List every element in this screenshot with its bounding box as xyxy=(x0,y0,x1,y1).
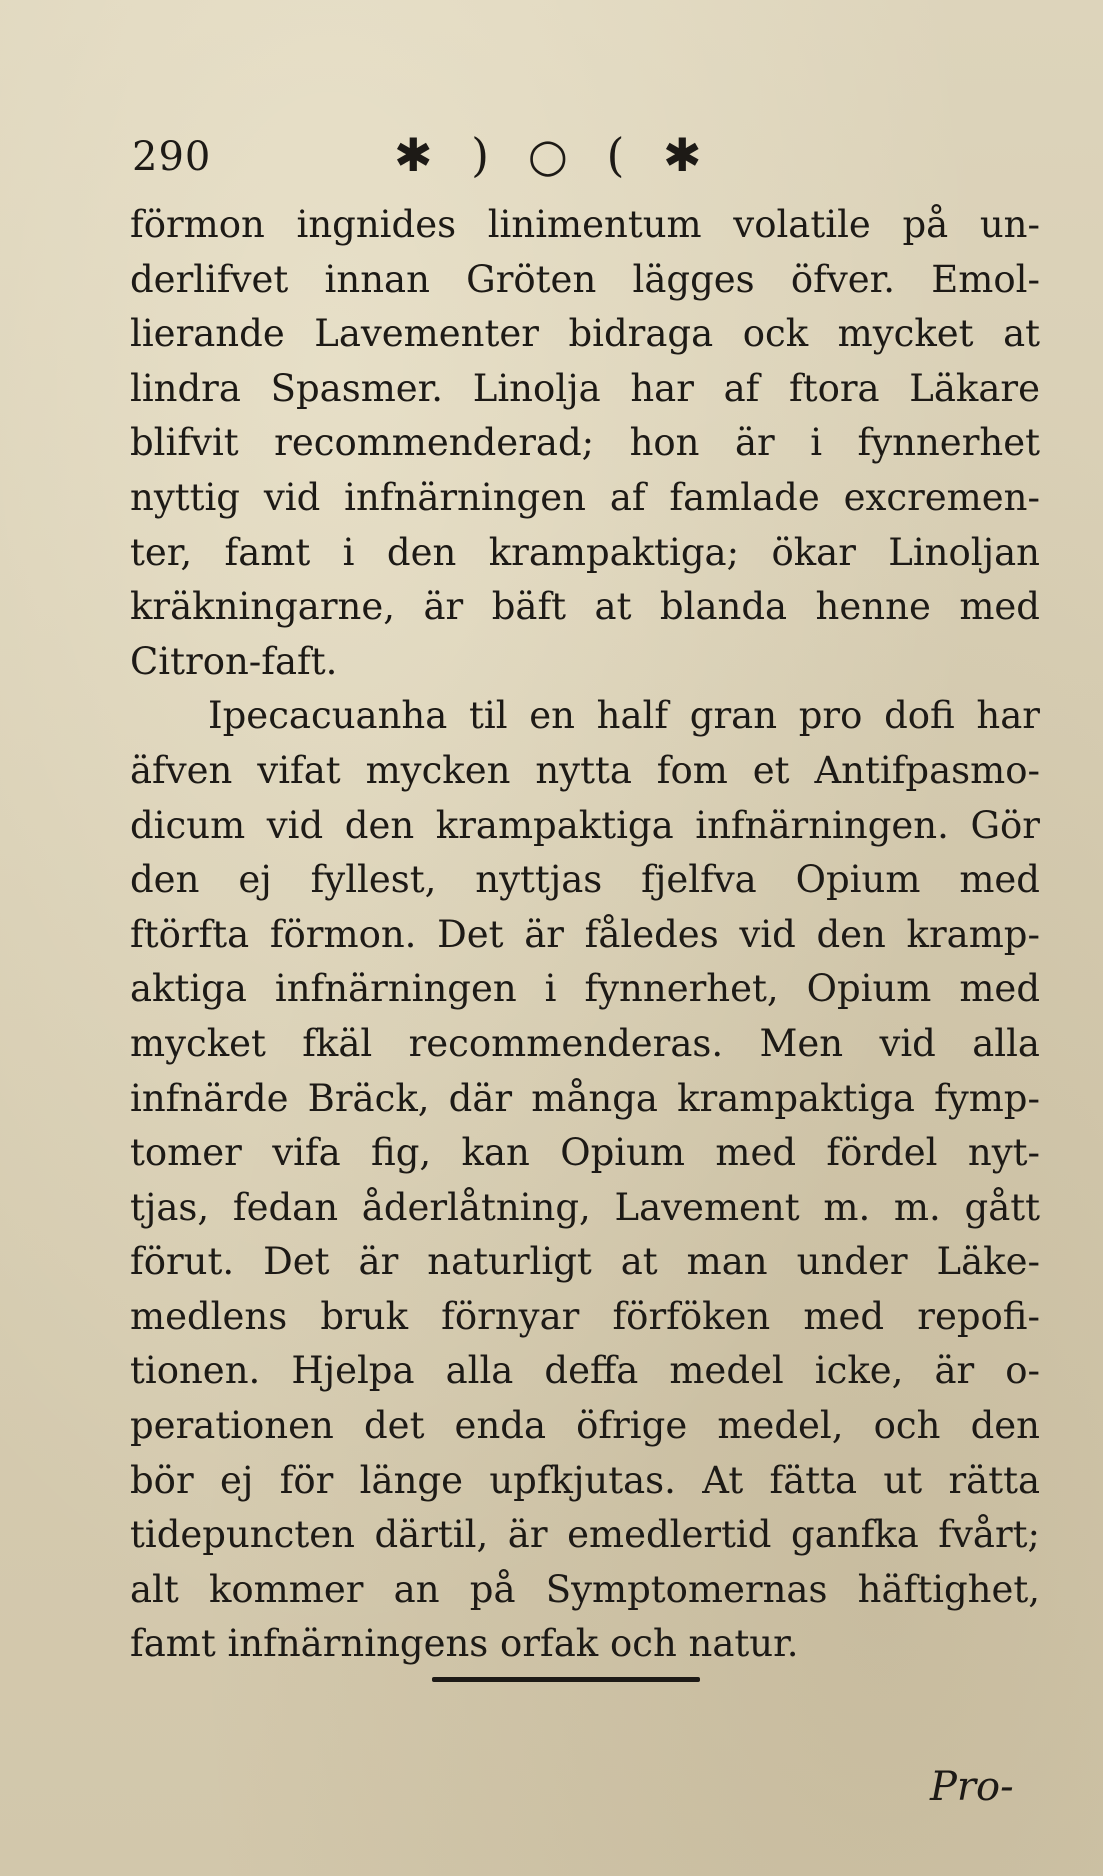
text-line: nyttig vid infnärningen af famlade excremen- xyxy=(130,475,1040,519)
text-line: ter, famt i den krampaktiga; ökar Linoljan xyxy=(130,530,1040,574)
text-line: förmon ingnides linimentum volatile på un- xyxy=(130,203,1040,246)
text-line: tionen. Hjelpa alla deffa medel icke, är o- xyxy=(130,1349,1040,1393)
text-line: medlens bruk förnyar förföken med repofi- xyxy=(130,1294,1040,1338)
text-line: perationen det enda öfrige medel, och den xyxy=(130,1404,1040,1448)
section-divider-rule xyxy=(432,1677,700,1682)
text-line: tjas, fedan åderlåtning, Lavement m. m. gått xyxy=(130,1185,1040,1229)
text-line: famt infnärningens orfak och natur. xyxy=(130,1622,799,1666)
text-line: Citron-faft. xyxy=(130,639,338,683)
page-number: 290 xyxy=(132,134,212,180)
page-header xyxy=(132,128,832,188)
text-line: förut. Det är naturligt at man under Läke- xyxy=(130,1240,1040,1284)
text-line: Ipecacuanha til en half gran pro dofi har xyxy=(208,694,1040,738)
text-line: infnärde Bräck, där många krampaktiga fymp- xyxy=(130,1076,1040,1120)
catchword: Pro- xyxy=(930,1764,1014,1810)
text-line: den ej fyllest, nyttjas fjelfva Opium med xyxy=(130,858,1040,902)
text-line: lierande Lavementer bidraga ock mycket at xyxy=(130,312,1040,356)
text-line: ftörfta förmon. Det är fåledes vid den kramp- xyxy=(130,912,1040,956)
paragraph-1 xyxy=(130,198,1040,689)
text-line: blifvit recommenderad; hon är i fynnerhet xyxy=(130,421,1040,465)
text-line: kräkningarne, är bäft at blanda henne med xyxy=(130,585,1040,629)
header-ornament: ✱ ) ○ ( ✱ xyxy=(394,128,714,182)
text-line: bör ej för länge upfkjutas. At fätta ut rätta xyxy=(130,1458,1040,1502)
text-line: mycket fkäl recommenderas. Men vid alla xyxy=(130,1021,1040,1065)
text-line: alt kommer an på Symptomernas häftighet, xyxy=(130,1567,1040,1611)
text-line: lindra Spasmer. Linolja har af ftora Läkare xyxy=(130,366,1040,410)
body-text xyxy=(130,198,1040,1672)
text-line: aktiga infnärningen i fynnerhet, Opium med xyxy=(130,967,1040,1011)
text-line: äfven vifat mycken nytta fom et Antifpasmo- xyxy=(130,748,1040,792)
paragraph-2 xyxy=(130,689,1040,1672)
text-line: tidepuncten därtil, är emedlertid ganfka fvårt; xyxy=(130,1513,1040,1557)
text-line: derlifvet innan Gröten lägges öfver. Emol- xyxy=(130,257,1040,301)
text-line: dicum vid den krampaktiga infnärningen. Gör xyxy=(130,803,1040,847)
text-line: tomer vifa fig, kan Opium med fördel nyt- xyxy=(130,1131,1040,1175)
